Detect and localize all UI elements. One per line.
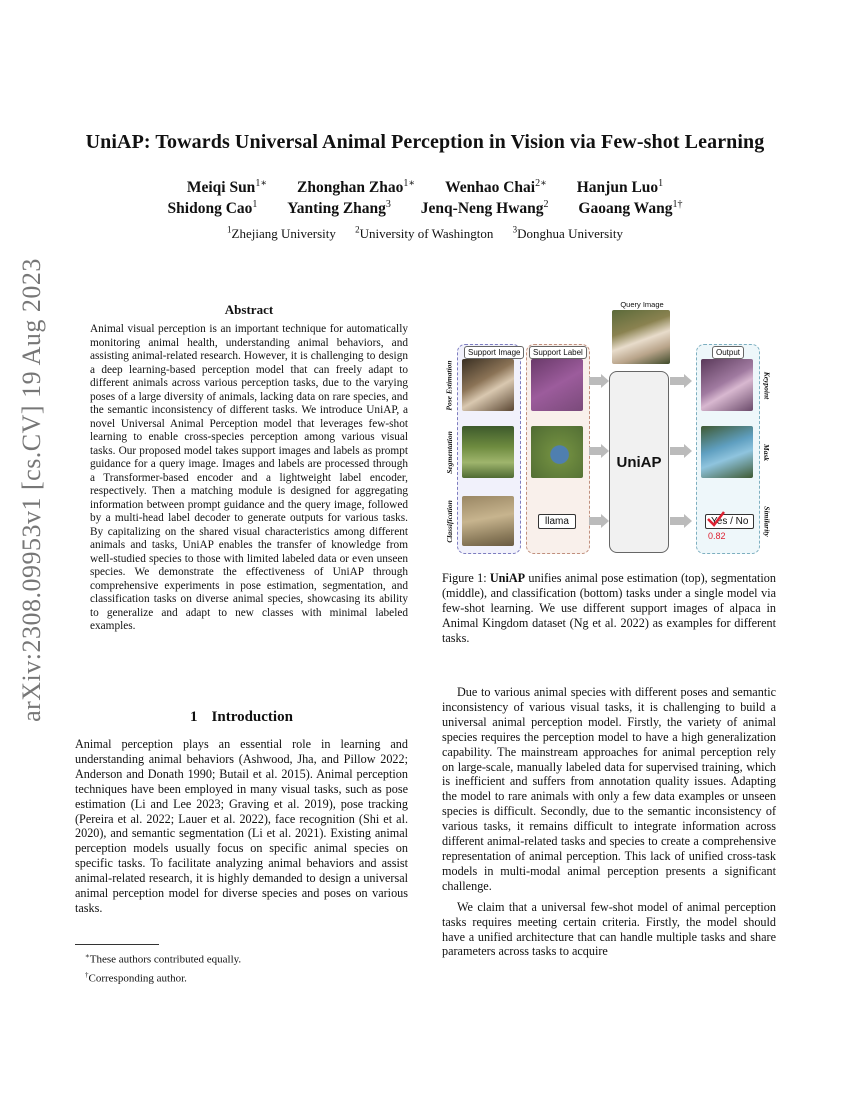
section-heading-introduction (75, 709, 408, 726)
uniap-model-block: UniAP (609, 371, 669, 553)
checkmark-icon (706, 510, 726, 528)
section-title: Introduction (211, 709, 293, 725)
output-keypoints (701, 359, 753, 411)
abstract-heading: Abstract (224, 302, 274, 317)
affiliation: $^2$University of Washington (355, 225, 494, 242)
paragraph: Due to various animal species with different poses and semantic inconsistency of various visual tasks, it is challenging to build a universal animal perception model. Firstly, the variety of animal species requires the perception model to have a high generalization capability. The mainstream approaches for animal perception rely on large-scale, manually labeled data for supervised training, which is inefficient and suffers from annotation quality issues. Adapting the model to rare animals with only a few data examples or unseen species is difficult. Secondly, due to the semantic inconsistency of various tasks, it remains difficult to integrate information across different animal-related tasks and species to create a comprehensive representation of animal perception. This lack of unified cross-task models in multi-modal animal perception presents a significant challenge. (442, 685, 776, 893)
row-label-pose: Pose Estimation (444, 359, 454, 411)
author: Zhonghan Zhao$^{1∗}$ (296, 178, 416, 197)
row-label-segmentation: Segmentation (444, 430, 454, 474)
arrow-icon (670, 514, 692, 528)
support-image-segmentation (462, 426, 514, 478)
footnote: †Corresponding author. (85, 970, 187, 985)
support-label-class: llama (538, 514, 576, 529)
query-image-label: Query Image (620, 300, 664, 309)
intro-text (75, 737, 408, 916)
author: Hanjun Luo$^1$ (576, 178, 664, 197)
arrow-icon (670, 444, 692, 458)
paragraph: We claim that a universal few-shot model of animal perception tasks requires meeting certain criteria. Firstly, the model should have a unified architecture that can handle multiple tasks and share parameters across tasks to acquire (442, 899, 776, 959)
affiliation: $^3$Donghua University (512, 225, 623, 242)
output-similarity-score: 0.82 (708, 531, 726, 541)
affiliation: $^1$Zhejiang University (227, 225, 336, 242)
author: Meiqi Sun$^{1∗}$ (186, 178, 268, 197)
support-image-classification (462, 496, 514, 546)
author: Gaoang Wang$^{1\dagger}$ (578, 199, 683, 218)
support-image-pose (462, 359, 514, 411)
section-number: 1 (190, 709, 198, 725)
paper-title: UniAP: Towards Universal Animal Perception in Vision via Few-shot Learning (85, 131, 765, 153)
author-line-1 (0, 178, 850, 197)
query-image-alpaca (612, 310, 670, 364)
support-image-header: Support Image (464, 346, 524, 359)
output-mask (701, 426, 753, 478)
row-label-similarity: Similarity (762, 505, 772, 537)
arrow-icon (589, 444, 609, 458)
arxiv-identifier (12, 258, 52, 722)
affiliations (0, 225, 850, 242)
author: Wenhao Chai$^{2∗}$ (445, 178, 547, 197)
arrow-icon (589, 514, 609, 528)
arrow-icon (589, 374, 609, 388)
footnote-rule (75, 944, 159, 945)
figure-caption: Figure 1: UniAP unifies animal pose estimation (top), segmentation (middle), and classification (bottom) tasks under a single model via few-shot learning. We use different support images of alpaca in Animal Kingdom dataset (Ng et al. 2022) as examples for different tasks. (442, 571, 776, 645)
output-header: Output (712, 346, 744, 359)
arrow-icon (670, 374, 692, 388)
support-label-keypoints (531, 359, 583, 411)
right-column-text (442, 685, 776, 959)
abstract-body: Animal visual perception is an important technique for automatically monitoring animal health, understanding animal behaviors, and assisting animal-related research. However, it is challenging to design a deep learning-based perception model that can freely adapt to different animals across various perception tasks, due to the varying poses of a large diversity of animals, lacking data on rare species, and the semantic inconsistency of different tasks. We introduce UniAP, a novel Universal Animal Perception model that leverages few-shot learning to enable cross-species perception among various visual tasks. Our proposed model takes support images and labels as prompt guidance for a query image. Images and labels are processed through a Transformer-based encoder and a lightweight label encoder, respectively. Then a matching module is designed for aggregating information between prompt guidance and the query image, followed by a multi-head label decoder to generate outputs for various tasks. By capitalizing on the shared visual characteristics among different animals and tasks, UniAP enables the transfer of knowledge from well-studied species to those with limited labeled data or even unseen species. We demonstrate the effectiveness of UniAP through comprehensive experiments in pose estimation, segmentation, and classification tasks on diverse animal species, showcasing its ability to generalize and adapt to new classes with minimal labeled examples. (90, 323, 408, 632)
arxiv-id-text: arXiv:2308.09953v1 [cs.CV] 19 Aug 2023 (17, 258, 47, 722)
paragraph: Animal perception plays an essential role in learning and understanding animal behaviors (Ashwood, Jha, and Pillow 2022; Anderson and Donath 1990; Butail et al. 2015). Animal perception techniques have been employed in many visual tasks, such as pose estimation (Li and Lee 2023; Graving et al. 2019), pose tracking (Pereira et al. 2022; Lauer et al. 2022), face recognition (Shi et al. 2020), and semantic segmentation (Li et al. 2021). Existing animal perception models usually focus on specific animal species on specific tasks. To facilitate analyzing animal behaviors and assist animal-related research, it is highly demanded to design a universal animal perception model for diverse species and poses on various tasks. (75, 737, 408, 915)
author-line-2 (0, 199, 850, 218)
author: Shidong Cao$^1$ (167, 199, 258, 218)
row-label-mask: Mask (762, 443, 772, 461)
footnote: ∗These authors contributed equally. (85, 952, 242, 966)
author: Jenq-Neng Hwang$^2$ (420, 199, 549, 218)
output-similarity-answer: Yes / No (705, 514, 754, 529)
row-label-keypoint: Keypoint (762, 371, 772, 399)
support-label-header: Support Label (529, 346, 587, 359)
figure-1 (442, 296, 776, 558)
footnotes (75, 949, 241, 986)
author: Yanting Zhang$^3$ (287, 199, 391, 218)
support-label-mask (531, 426, 583, 478)
row-label-classification: Classification (444, 499, 454, 543)
